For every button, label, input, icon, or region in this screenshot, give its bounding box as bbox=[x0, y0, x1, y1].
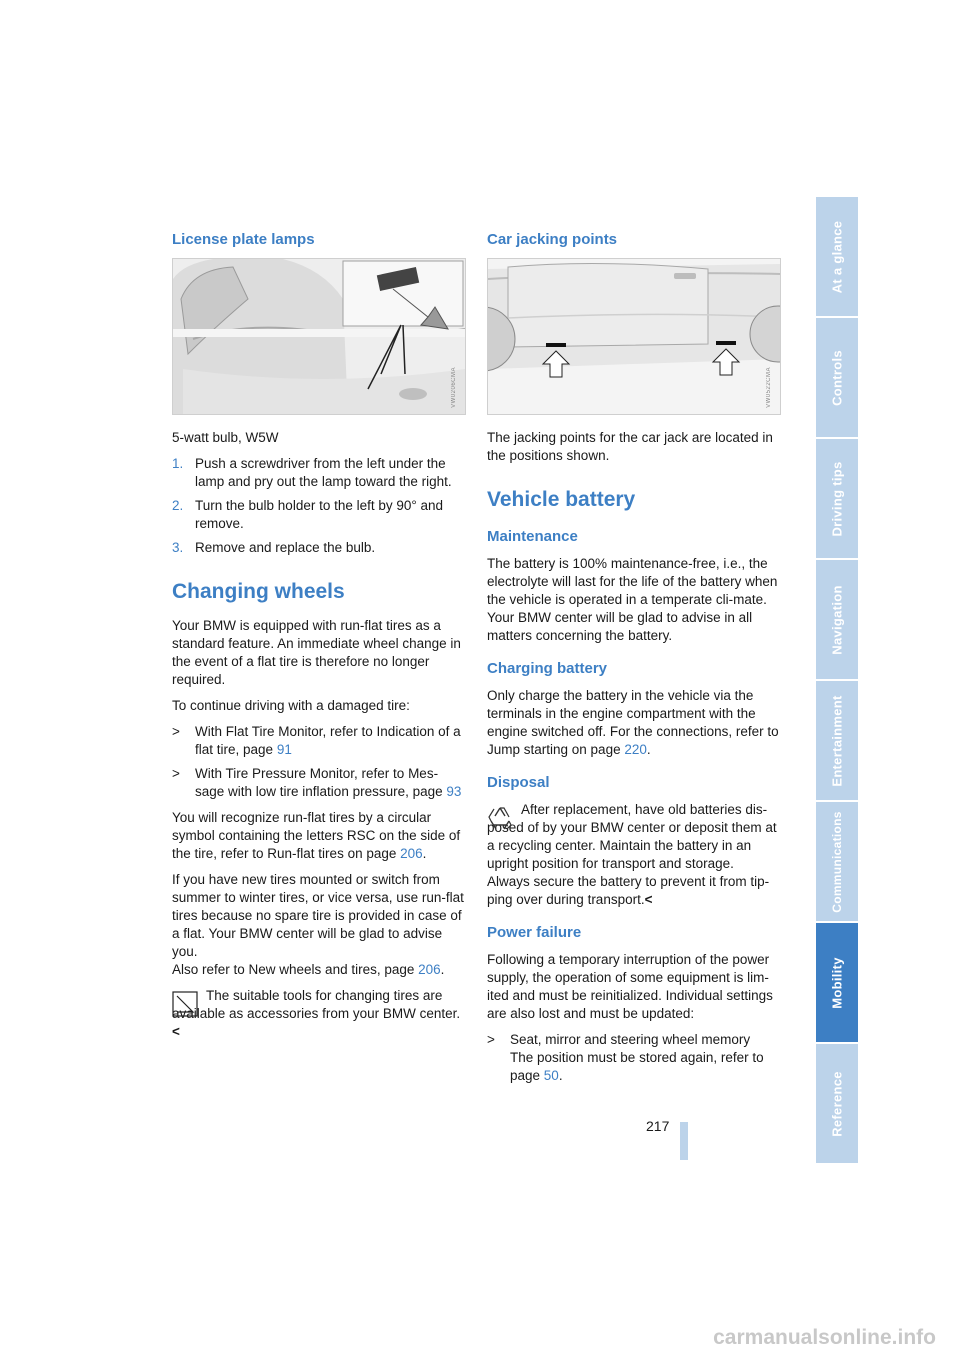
disposal-text: After replacement, have old batteries dis-posed of by your BMW center or deposit them at a recycling center. Maintain the battery in an upright position for transport and storage. Always secure the battery to prevent it from tip-ping over during transport. bbox=[487, 802, 777, 907]
tab-label: Entertainment bbox=[829, 694, 845, 787]
wheels-paragraph: Your BMW is equipped with run-flat tires as a standard feature. An immediate wheel change in the event of a flat tire is therefore no longer required. bbox=[172, 618, 461, 687]
page-ref-link[interactable]: 93 bbox=[446, 784, 462, 799]
tab-at-a-glance[interactable] bbox=[816, 197, 858, 316]
tab-navigation[interactable] bbox=[816, 560, 858, 679]
bullet-marker: > bbox=[172, 766, 180, 781]
end-mark: < bbox=[172, 1024, 180, 1039]
tab-label: Reference bbox=[829, 1070, 845, 1137]
car-jacking-points-heading: Car jacking points bbox=[487, 231, 618, 248]
watermark: carmanualsonline.info bbox=[713, 1326, 936, 1349]
tools-note-text: The suitable tools for changing tires are available as accessories from your BMW center. bbox=[172, 988, 461, 1021]
step-number: 3. bbox=[172, 540, 184, 555]
tab-entertainment[interactable] bbox=[816, 681, 858, 800]
step-text: Turn the bulb holder to the left by 90° and remove. bbox=[195, 498, 444, 531]
power-failure-paragraph: Following a temporary interruption of the power supply, the operation of some equipment is lim-ited and must be reinitialized. Individual settings are also lost and must be updated: bbox=[487, 952, 773, 1021]
list-item: > Seat, mirror and steering wheel memory The position must be stored again, refer to page 50. bbox=[487, 1032, 764, 1083]
disposal-heading: Disposal bbox=[487, 774, 550, 791]
chapter-tabs bbox=[816, 197, 858, 1165]
page-ref-link[interactable]: 220 bbox=[624, 742, 647, 757]
tab-driving-tips[interactable] bbox=[816, 439, 858, 558]
step-item bbox=[172, 455, 464, 491]
tools-note bbox=[172, 987, 464, 1041]
tab-communications[interactable] bbox=[816, 802, 858, 921]
bulb-spec: 5-watt bulb, W5W bbox=[172, 430, 279, 445]
tab-controls[interactable] bbox=[816, 318, 858, 437]
jacking-paragraph: The jacking points for the car jack are located in the positions shown. bbox=[487, 430, 773, 463]
recycling-icon bbox=[487, 805, 513, 831]
disposal-note bbox=[487, 801, 779, 909]
step-item bbox=[172, 539, 464, 557]
page-ref-link[interactable]: 206 bbox=[400, 846, 423, 861]
jacking-points-illustration bbox=[488, 259, 780, 414]
step-text: Push a screwdriver from the left under the lamp and pry out the lamp toward the right. bbox=[195, 456, 452, 489]
also-text: Also refer to New wheels and tires, page bbox=[172, 962, 419, 977]
end-mark: < bbox=[644, 892, 653, 907]
bulb-steps-list bbox=[172, 455, 464, 557]
new-tires-paragraph: If you have new tires mounted or switch from summer to winter tires, or vice versa, use run-flat tires because no spare tire is provided in case of a flat. Your BMW center will be glad to advise you. bbox=[172, 872, 464, 959]
charging-text: Only charge the battery in the vehicle via the terminals in the engine compartment with the engine switched off. For the connections, refer to Jump starting on page bbox=[487, 688, 779, 757]
seat-memory-text: The position must be stored again, refer to page bbox=[510, 1050, 764, 1083]
tab-reference[interactable] bbox=[816, 1044, 858, 1163]
charging-paragraph: Only charge the battery in the vehicle via the terminals in the engine compartment with the engine switched off. For the connections, refer to Jump starting on page 220. bbox=[487, 688, 779, 757]
tab-label: Mobility bbox=[829, 956, 845, 1009]
page-ref-link[interactable]: 91 bbox=[276, 742, 292, 757]
also-refer-paragraph: Also refer to New wheels and tires, page 206. bbox=[172, 962, 445, 977]
tab-mobility[interactable] bbox=[816, 923, 858, 1042]
bullet-text: With Flat Tire Monitor, refer to Indication of a flat tire, page bbox=[195, 724, 461, 757]
note-icon bbox=[172, 991, 198, 1017]
tab-label: Controls bbox=[829, 349, 845, 406]
rsc-text: You will recognize run-flat tires by a circular symbol containing the letters RSC on the side of the tire, refer to Run-flat tires on page bbox=[172, 810, 461, 861]
figure-code: VW0522CMA bbox=[766, 367, 772, 408]
tire-monitor-list bbox=[172, 723, 464, 801]
jacking-points-figure bbox=[487, 258, 781, 415]
bullet-marker: > bbox=[487, 1032, 495, 1047]
seat-memory-label: Seat, mirror and steering wheel memory bbox=[510, 1032, 751, 1047]
charging-battery-heading: Charging battery bbox=[487, 660, 608, 677]
list-item bbox=[172, 765, 464, 801]
bullet-text: With Tire Pressure Monitor, refer to Mes-sage with low tire inflation pressure, page bbox=[195, 766, 447, 799]
step-number: 1. bbox=[172, 456, 184, 471]
power-failure-list bbox=[487, 1031, 779, 1085]
wheels-intro: To continue driving with a damaged tire: bbox=[172, 698, 410, 713]
left-column bbox=[172, 230, 464, 1049]
tab-label: At a glance bbox=[829, 220, 845, 293]
tab-label: Communications bbox=[830, 810, 844, 913]
list-item bbox=[172, 723, 464, 759]
license-plate-lamp-figure bbox=[172, 258, 466, 415]
page-marker-bar bbox=[680, 1122, 688, 1160]
rsc-paragraph: You will recognize run-flat tires by a circular symbol containing the letters RSC on the side of the tire, refer to Run-flat tires on page 206. bbox=[172, 810, 461, 861]
vehicle-battery-heading: Vehicle battery bbox=[487, 488, 636, 511]
right-column bbox=[487, 230, 779, 1093]
power-failure-heading: Power failure bbox=[487, 924, 582, 941]
tab-label: Driving tips bbox=[829, 460, 845, 537]
maintenance-heading: Maintenance bbox=[487, 528, 578, 545]
maintenance-advice: Your BMW center will be glad to advise in all matters concerning the battery. bbox=[487, 610, 753, 643]
step-number: 2. bbox=[172, 498, 184, 513]
license-plate-illustration bbox=[173, 259, 465, 414]
changing-wheels-heading: Changing wheels bbox=[172, 580, 345, 603]
step-text: Remove and replace the bulb. bbox=[195, 540, 376, 555]
bullet-marker: > bbox=[172, 724, 180, 739]
page-number: 217 bbox=[646, 1118, 670, 1134]
step-item bbox=[172, 497, 464, 533]
maintenance-paragraph: The battery is 100% maintenance-free, i.e., the electrolyte will last for the life of the battery when the vehicle is operated in a temperate cli-mate. bbox=[487, 556, 778, 607]
page-ref-link[interactable]: 206 bbox=[418, 962, 441, 977]
tab-label: Navigation bbox=[829, 584, 845, 655]
figure-code: VW0206CMA bbox=[451, 367, 457, 408]
page-ref-link[interactable]: 50 bbox=[543, 1068, 559, 1083]
license-plate-lamps-heading: License plate lamps bbox=[172, 231, 315, 248]
